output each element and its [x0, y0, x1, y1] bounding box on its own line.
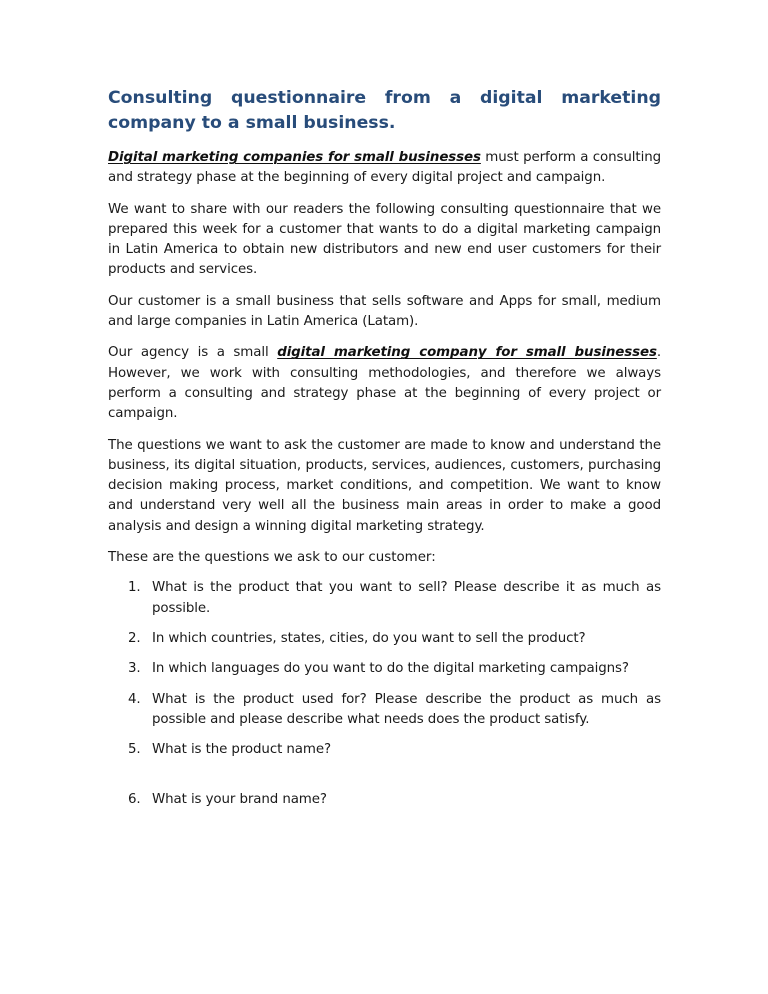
- list-item: [108, 659, 661, 679]
- intro-paragraph: [108, 148, 661, 189]
- share-paragraph: We want to share with our readers the following consulting questionnaire that we prepared this week for a customer that wants to do a digital marketing campaign in Latin America to obtain new distributors and new end user customers for their products and services.: [108, 201, 661, 278]
- link-digital-marketing-company[interactable]: digital marketing company for small businesses: [277, 345, 657, 361]
- agency-paragraph-lead: Our agency is a small: [108, 345, 278, 361]
- questions-list: [108, 578, 661, 810]
- list-item-text: In which languages do you want to do the digital marketing campaigns?: [152, 661, 629, 677]
- agency-paragraph: [108, 343, 661, 424]
- document-page: [108, 86, 661, 821]
- list-item-text: What is the product name?: [152, 742, 331, 758]
- intro-paragraph-text: must perform a consulting and strategy phase at the beginning of every digital project and campaign.: [108, 150, 661, 186]
- list-item: [108, 690, 661, 731]
- list-item-text: What is your brand name?: [152, 792, 327, 808]
- list-item-text: In which countries, states, cities, do you want to sell the product?: [152, 630, 586, 646]
- questions-intro: These are the questions we ask to our customer:: [108, 550, 436, 566]
- list-item-number: 3.: [128, 661, 141, 677]
- document-title: Consulting questionnaire from a digital marketing company to a small business.: [108, 88, 661, 133]
- list-item: [108, 629, 661, 649]
- list-item-text: What is the product used for? Please describe the product as much as possible and please describe what needs does the product satisfy.: [152, 691, 661, 727]
- list-item-number: 1.: [128, 580, 141, 596]
- list-item-number: 4.: [128, 691, 141, 707]
- list-item-text: What is the product that you want to sell? Please describe it as much as possible.: [152, 580, 661, 616]
- list-item-number: 5.: [128, 742, 141, 758]
- list-item-number: 2.: [128, 630, 141, 646]
- link-digital-marketing-companies[interactable]: Digital marketing companies for small businesses: [108, 150, 481, 165]
- agency-paragraph-text: . However, we work with consulting methodologies, and therefore we always perform a consulting and strategy phase at the beginning of every project or campaign.: [108, 345, 661, 422]
- customer-paragraph: Our customer is a small business that sells software and Apps for small, medium and large companies in Latin America (Latam).: [108, 293, 661, 330]
- list-item: [108, 740, 661, 760]
- list-item: [108, 790, 661, 810]
- questions-purpose-paragraph: The questions we want to ask the customer are made to know and understand the business, its digital situation, products, services, audiences, customers, purchasing decision making process, market conditions, and competition. We want to know and understand very well all the business main areas in order to make a good analysis and design a winning digital marketing strategy.: [108, 437, 661, 534]
- list-item-number: 6.: [128, 792, 141, 808]
- list-item: [108, 578, 661, 619]
